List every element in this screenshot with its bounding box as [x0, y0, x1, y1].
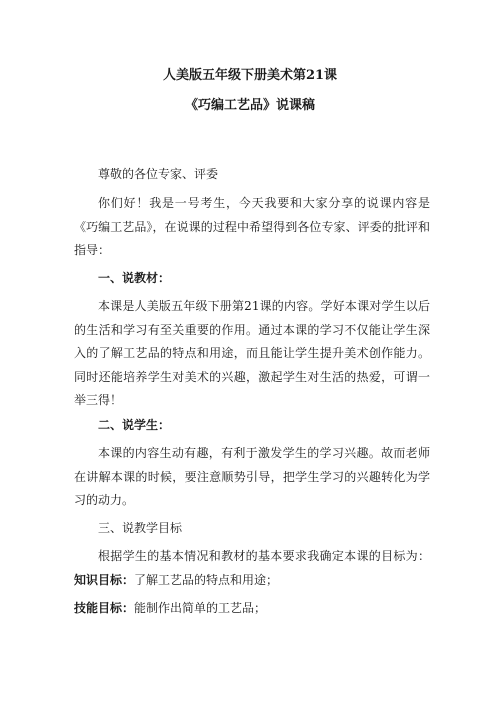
section3-paragraph — [74, 545, 430, 592]
section2-heading: 二、说学生： — [98, 418, 171, 432]
section1-heading: 一、说教材： — [98, 271, 171, 285]
section3-text: 根据学生的基本情况和教材的基本要求我确定本课的目标为： — [98, 549, 430, 563]
document-subtitle: 《巧编工艺品》说课稿 — [184, 98, 315, 113]
document-title: 人美版五年级下册美术第21课 — [162, 68, 338, 83]
skill-goal-paragraph — [74, 597, 430, 621]
skill-goal-label: 技能目标： — [74, 601, 135, 615]
intro-paragraph: 你们好！我是一号考生，今天我要和大家分享的说课内容是《巧编工艺品》，在说课的过程中希望得到各位专家、评委的批评和指导： — [74, 196, 430, 257]
section2-paragraph: 本课的内容生动有趣，有利于激发学生的学习兴趣。故而老师在讲解本课的时候，要注意顺势引导，把学生学习的兴趣转化为学习的动力。 — [74, 446, 430, 507]
skill-goal-text: 能制作出简单的工艺品； — [134, 601, 267, 615]
section3-heading: 三、说教学目标 — [98, 521, 183, 535]
section1-paragraph: 本课是人美版五年级下册第21课的内容。学好本课对学生以后的生活和学习有至关重要的作用。通过本课的学习不仅能让学生深入的了解工艺品的特点和用途，而且能让学生提升美术创作能力。同时还能培养学生对美术的兴趣，激起学生对生活的热爱，可谓一举三得！ — [74, 299, 430, 407]
knowledge-goal-text: 了解工艺品的特点和用途； — [134, 572, 279, 587]
greeting: 尊敬的各位专家、评委 — [98, 167, 219, 181]
knowledge-goal-label: 知识目标： — [74, 572, 135, 587]
